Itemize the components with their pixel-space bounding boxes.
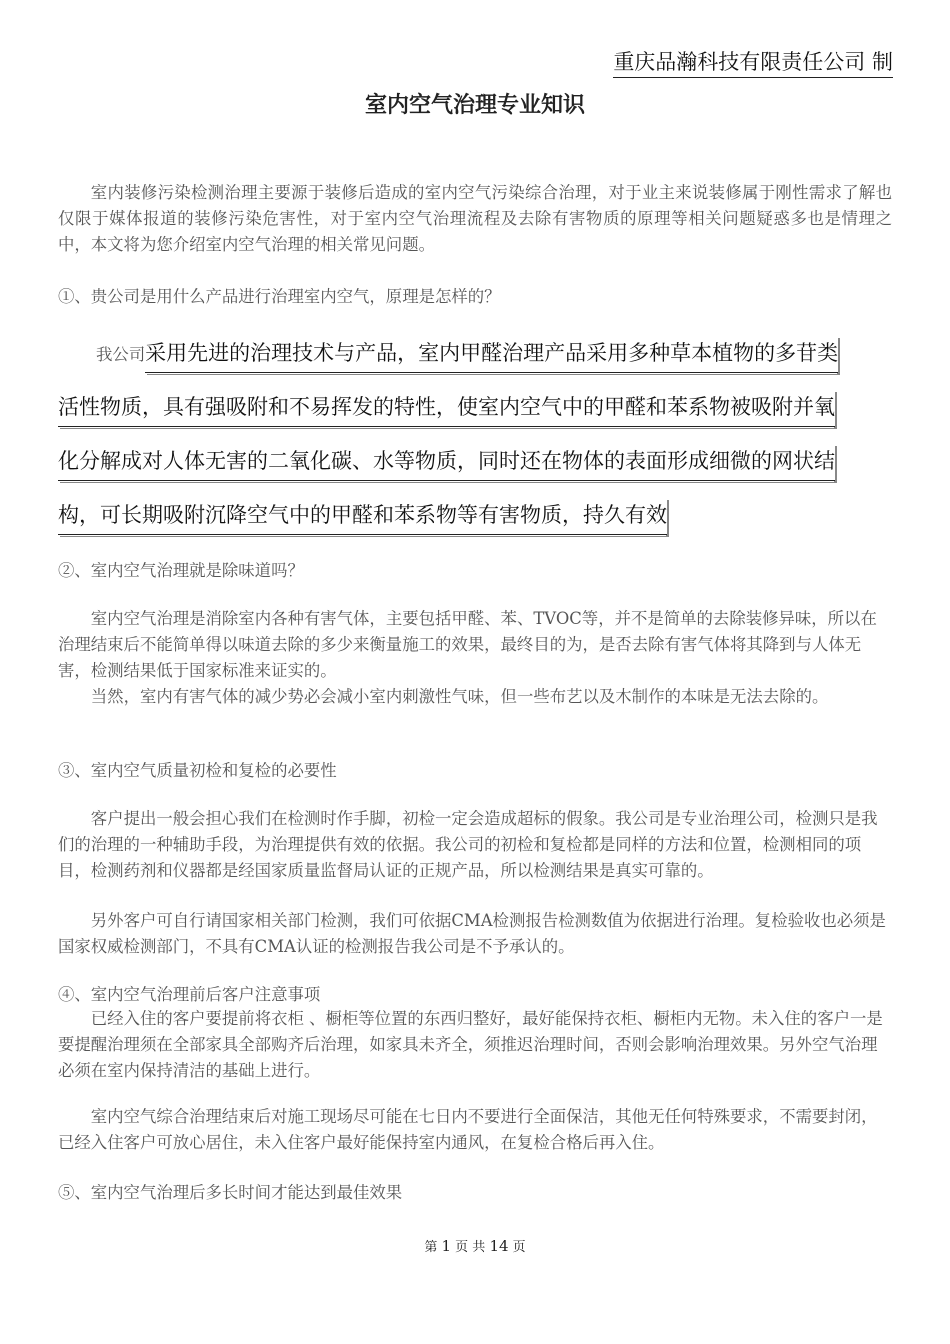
answer-2-paragraph-2: 当然，室内有害气体的减少势必会减小室内刺激性气味，但一些布艺以及木制作的本味是无法去除的。 bbox=[90, 687, 829, 706]
answer-2-paragraph-1: 室内空气治理是消除室内各种有害气体，主要包括甲醛、苯、TVOC等，并不是简单的去除装修异味，所以在治理结束后不能简单得以味道去除的多少来衡量施工的效果，最终目的为，是否去除有害气体将其降到与人体无害，检测结果低于国家标准来证实的。 bbox=[58, 609, 877, 680]
answer-1-prefix: 我公司 bbox=[96, 345, 146, 364]
intro-paragraph: 室内装修污染检测治理主要源于装修后造成的室内空气污染综合治理，对于业主来说装修属于刚性需求了解也仅限于媒体报道的装修污染危害性，对于室内空气治理流程及去除有害物质的原理等相关问题疑惑多也是情理之中，本文将为您介绍室内空气治理的相关常见问题。 bbox=[58, 183, 892, 254]
answer-4-paragraph-1: 已经入住的客户要提前将衣柜 、橱柜等位置的东西归整好，最好能保持衣柜、橱柜内无物。未入住的客户一是要提醒治理须在全部家具全部购齐后治理，如家具未齐全，须推迟治理时间，否则会影响治理效果。另外空气治理必须在室内保持清洁的基础上进行。 bbox=[58, 1009, 883, 1080]
footer-middle: 页 共 bbox=[455, 1240, 486, 1255]
answer-1-highlight bbox=[58, 336, 894, 552]
current-page-number: 1 bbox=[441, 1237, 452, 1255]
company-name: 重庆品瀚科技有限责任公司 制 bbox=[613, 48, 893, 78]
answer-1-text-3: 化分解成对人体无害的二氧化碳、水等物质，同时还在物体的表面形成细微的网状结 bbox=[58, 444, 835, 481]
answer-1-line-4 bbox=[58, 498, 894, 552]
answer-3-paragraph-1: 客户提出一般会担心我们在检测时作手脚，初检一定会造成超标的假象。我公司是专业治理公司，检测只是我们的治理的一种辅助手段，为治理提供有效的依据。我公司的初检和复检都是同样的方法和位置，检测相同的项目，检测药剂和仪器都是经国家质量监督局认证的正规产品，所以检测结果是真实可靠的。 bbox=[58, 809, 878, 880]
answer-4-paragraph-2: 室内空气综合治理结束后对施工现场尽可能在七日内不要进行全面保洁，其他无任何特殊要求，不需要封闭，已经入住客户可放心居住，未入住客户最好能保持室内通风，在复检合格后再入住。 bbox=[58, 1107, 878, 1152]
total-pages: 14 bbox=[489, 1237, 509, 1255]
answer-1-text-2: 活性物质，具有强吸附和不易挥发的特性，使室内空气中的甲醛和苯系物被吸附并氧 bbox=[58, 390, 835, 427]
document-title: 室内空气治理专业知识 bbox=[364, 92, 585, 118]
answer-1-line-1 bbox=[58, 336, 894, 390]
answer-1-text-1: 采用先进的治理技术与产品，室内甲醛治理产品采用多种草本植物的多苷类 bbox=[145, 336, 838, 373]
footer-prefix: 第 bbox=[424, 1240, 438, 1255]
answer-1-line-2 bbox=[58, 390, 894, 444]
page-footer bbox=[0, 1236, 950, 1258]
answer-1-text-4: 构，可长期吸附沉降空气中的甲醛和苯系物等有害物质，持久有效 bbox=[58, 498, 667, 535]
question-2: ②、室内空气治理就是除味道吗？ bbox=[58, 561, 304, 580]
answer-3-paragraph-2: 另外客户可自行请国家相关部门检测，我们可依据CMA检测报告检测数值为依据进行治理。复检验收也必须是国家权威检测部门，不具有CMA认证的检测报告我公司是不予承认的。 bbox=[58, 911, 886, 956]
answer-1-line-3 bbox=[58, 444, 894, 498]
footer-suffix: 页 bbox=[512, 1240, 526, 1255]
question-4: ④、室内空气治理前后客户注意事项 bbox=[58, 985, 321, 1004]
question-3: ③、室内空气质量初检和复检的必要性 bbox=[58, 761, 337, 780]
question-5: ⑤、室内空气治理后多长时间才能达到最佳效果 bbox=[58, 1183, 403, 1202]
question-1: ①、贵公司是用什么产品进行治理室内空气，原理是怎样的？ bbox=[58, 287, 501, 306]
